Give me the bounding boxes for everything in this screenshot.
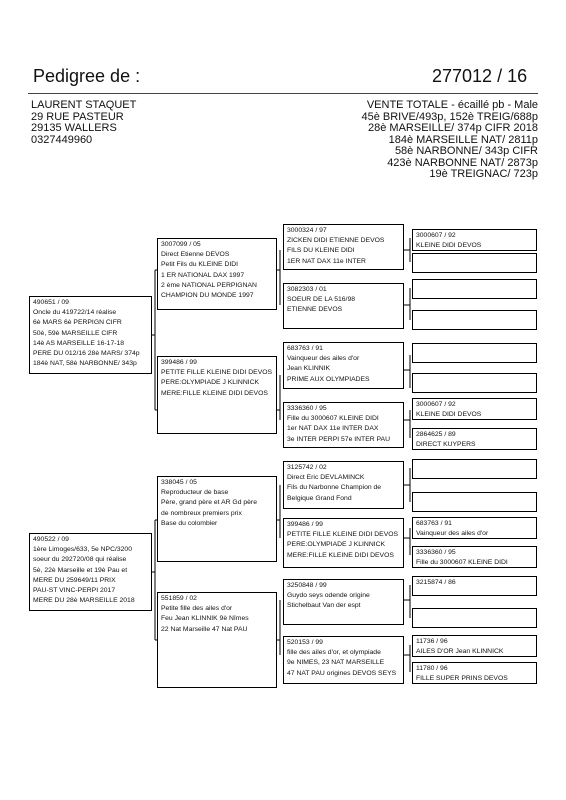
pedigree-ggparent-mfm: 399486 / 99 PETITE FILLE KLEINE DIDI DEVOS PERE:OLYMPIADE J KLINNICK MERE:FILLE KLEINE DIDI DEVOS [283,518,404,568]
pedigree-ggparent-fmm: 3336360 / 95 Fille du 3000607 KLEINE DIDI 1er NAT DAX 11e INTER DAX 3e INTER PERPI 57e INTER PAU [283,402,404,448]
ring-number: 3250848 / 99 [287,582,327,589]
pedigree-gen4-10 [412,492,537,512]
pedigree-paternal-grandmother: 399486 / 99 PETITE FILLE KLEINE DIDI DEVOS PERE:OLYMPIADE J KLINNICK MERE:FILLE KLEINE DIDI DEVOS [157,356,277,434]
pedigree-ggparent-mff: 3125742 / 02 Direct Eric DEVLAMINCK Fils du Narbonne Champion de Belgique Grand Fond [283,461,404,509]
bird-line: 19è TREIGNAC/ 723p [429,168,538,180]
ring-number: 399486 / 99 [287,521,323,528]
pedigree-gen4-1: 3000607 / 92 KLEINE DIDI DEVOS [412,229,537,251]
pedigree-gen4-4 [412,310,537,330]
ring-number: 399486 / 99 [161,359,197,366]
pedigree-maternal-grandmother: 551859 / 02 Petite fille des ailes d'or Feu Jean KLINNIK 9è Nîmes 22 Nat Marseille 47 Nat PAU [157,592,277,688]
ring-number: 3082303 / 01 [287,286,327,293]
pedigree-gen4-2 [412,253,537,273]
pedigree-gen4-3 [412,279,537,299]
pedigree-gen4-9 [412,459,537,479]
ring-number: 3007099 / 05 [161,241,201,248]
ring-number: 11780 / 96 [416,665,448,672]
pedigree-ggparent-mmf: 3250848 / 99 Guydo seys odende origine Stichelbaut Van der espt [283,579,404,625]
pedigree-gen4-15: 11736 / 96 AILES D'OR Jean KLINNICK [412,635,537,657]
ring-number: 490651 / 09 [33,299,69,306]
bird-line: VENTE TOTALE - écaillé pb - Male [366,99,538,111]
ring-number: 3125742 / 02 [287,464,327,471]
ring-number: 3215874 / 86 [416,579,456,586]
owner-phone: 0327449960 [31,133,93,146]
bird-line: 184è MARSEILLE NAT/ 2811p [388,133,538,146]
ring-number: 683763 / 91 [287,345,323,352]
bird-line: 28è MARSEILLE/ 374p CIFR 2018 [368,122,538,134]
pedigree-ggparent-fmf: 683763 / 91 Vainqueur des ailes d'or Jean KLINNIK PRIME AUX OLYMPIADES [283,342,404,389]
ring-number: 3336360 / 95 [416,549,456,556]
pedigree-id: 277012 / 16 [432,66,528,86]
ring-number: 3000324 / 97 [287,227,327,234]
owner-street: 29 RUE PASTEUR [31,110,124,123]
pedigree-gen4-5 [412,343,537,363]
bird-line: 58è NARBONNE/ 343p CIFR [394,145,538,157]
pedigree-gen4-7: 3000607 / 92 KLEINE DIDI DEVOS [412,398,537,420]
bird-line: 45è BRIVE/493p, 152è TREIG/688p [361,110,538,123]
ring-number: 338045 / 05 [161,479,197,486]
pedigree-mother: 490522 / 09 1ère Limoges/633, 5e NPC/3200 soeur du 292720/08 qui réalise 5è, 22è Marseille et 19è Pau et MERE DU 259649/11 PRIX PAU-ST VINC-PERPI 2017 MERE DU 28è MARSEILLE 2018 [29,533,152,611]
ring-number: 11736 / 96 [416,638,448,645]
pedigree-gen4-6 [412,373,537,393]
ring-number: 2864625 / 89 [416,431,456,438]
owner-city: 29135 WALLERS [31,122,117,134]
pedigree-gen4-11: 683763 / 91 Vainqueur des ailes d'or [412,517,537,539]
pedigree-ggparent-ffm: 3082303 / 01 SOEUR DE LA 516/98 ETIENNE DEVOS [283,283,404,329]
pedigree-paternal-grandfather: 3007099 / 05 Direct Etienne DEVOS Petit Fils du KLEINE DIDI 1 ER NATIONAL DAX 1997 2 ème NATIONAL PERPIGNAN CHAMPION DU MONDE 1997 [157,238,277,310]
pedigree-father: 490651 / 09 Oncle du 419722/14 réalise 6è MARS 6è PERPIGN CIFR 50è, 59è MARSEILLE CIFR 14è AS MARSEILLE 16-17-18 PERE DU 012/16 28è MARS/ 374p 184è NAT, 58è NARBONNE/ 343p [29,296,152,374]
page-title: Pedigree de : [33,66,141,86]
ring-number: 3000607 / 92 [416,401,456,408]
pedigree-ggparent-mmm: 520153 / 99 fille des ailes d'or, et olympiade 9e NIMES, 23 NAT MARSEILLE 47 NAT PAU origines DEVOS SEYS [283,636,404,684]
ring-number: 3000607 / 92 [416,232,456,239]
ring-number: 683763 / 91 [416,520,452,527]
ring-number: 3336360 / 95 [287,405,327,412]
pedigree-ggparent-fff: 3000324 / 97 ZICKEN DIDI ETIENNE DEVOS FILS DU KLEINE DIDI 1ER NAT DAX 11e INTER [283,224,404,270]
ring-number: 490522 / 09 [33,536,69,543]
bird-line: 423è NARBONNE NAT/ 2873p [387,156,538,169]
owner-name: LAURENT STAQUET [31,99,137,111]
pedigree-gen4-16: 11780 / 96 FILLE SUPER PRINS DEVOS [412,662,537,684]
pedigree-gen4-14 [412,608,537,628]
ring-number: 520153 / 99 [287,639,323,646]
pedigree-gen4-13 [412,576,537,596]
pedigree-gen4-8: 2864625 / 89 DIRECT KUYPERS [412,428,537,450]
ring-number: 551859 / 02 [161,595,197,602]
pedigree-maternal-grandfather: 338045 / 05 Reproducteur de base Père, grand père et AR Gd père de nombreux premiers prix Base du colombier [157,476,277,562]
pedigree-gen4-12: 3336360 / 95 Fille du 3000607 KLEINE DIDI [412,546,537,568]
